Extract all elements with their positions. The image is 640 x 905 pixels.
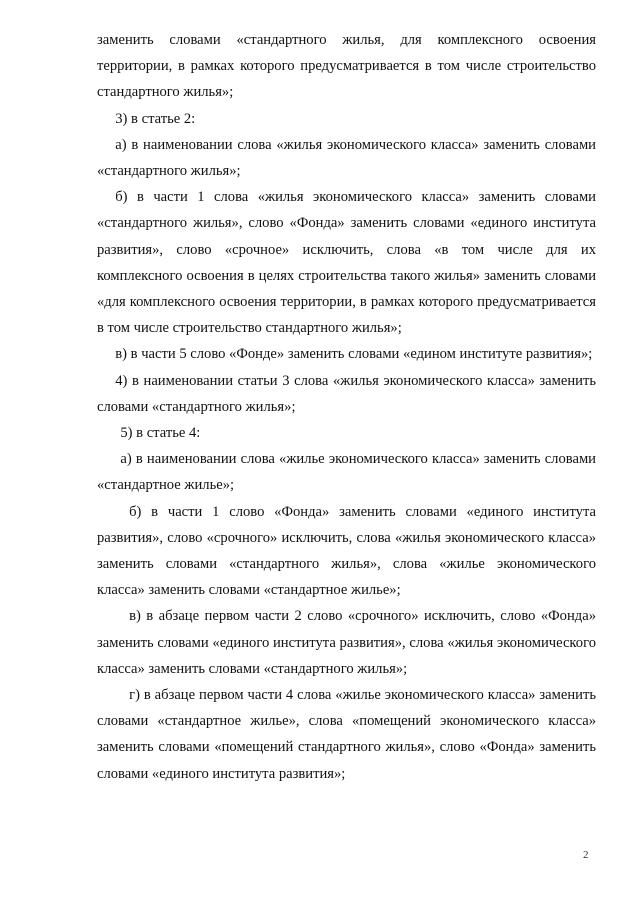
- paragraph: а) в наименовании слова «жилья экономического класса» заменить словами «стандартного жилья»;: [97, 136, 596, 180]
- paragraph: б) в части 1 слова «жилья экономического класса» заменить словами «стандартного жилья», слово «Фонда» заменить словами «единого института развития», слово «срочное» исключить, слова «в том числе для их комплексного освоения в целях строительства такого жилья» заменить словами «для комплексного освоения территории, в рамках которого предусматривается в том числе строительство стандартного жилья»;: [97, 189, 596, 337]
- document-body: [97, 27, 596, 787]
- paragraph: г) в абзаце первом части 4 слова «жилье экономического класса» заменить словами «стандартное жилье», слова «помещений экономического класса» заменить словами «помещений стандартного жилья», слово «Фонда» заменить словами «единого института развития»;: [97, 687, 596, 782]
- paragraph: заменить словами «стандартного жилья, для комплексного освоения территории, в рамках которого предусматривается в том числе строительство стандартного жилья»;: [97, 32, 596, 101]
- paragraph-heading: 5) в статье 4:: [120, 425, 201, 442]
- paragraph: в) в части 5 слово «Фонде» заменить словами «едином институте развития»;: [115, 346, 593, 363]
- paragraph-heading: 3) в статье 2:: [115, 110, 196, 127]
- paragraph: а) в наименовании слова «жилье экономического класса» заменить словами «стандартное жилье»;: [97, 451, 596, 494]
- paragraph: в) в абзаце первом части 2 слово «срочного» исключить, слово «Фонда» заменить словами «единого института развития», слова «жилья экономического класса» заменить словами «стандартного жилья»;: [97, 608, 596, 677]
- page-number: 2: [583, 849, 589, 861]
- paragraph: б) в части 1 слово «Фонда» заменить словами «единого института развития», слово «срочного» исключить, слова «жилья экономического класса» заменить словами «стандартного жилья», слова «жилье экономического класса» заменить словами «стандартное жилье»;: [97, 503, 596, 599]
- paragraph: 4) в наименовании статьи 3 слова «жилья экономического класса» заменить словами «стандартного жилья»;: [97, 372, 596, 415]
